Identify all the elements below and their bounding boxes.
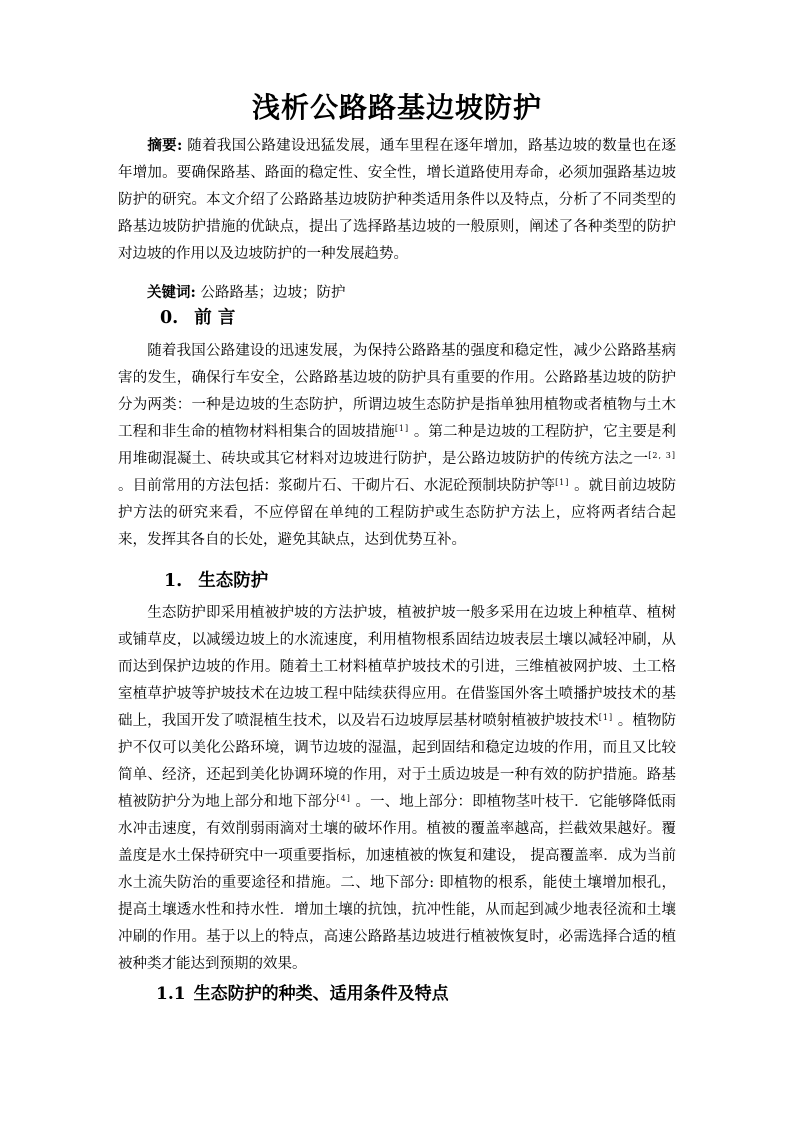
keywords-label: 关键词:: [147, 284, 196, 301]
section-title: 生态防护的种类、适用条件及特点: [193, 984, 449, 1004]
intro-text-4: 。就目前边坡防护方法的研究来看，不应停留在单纯的工程防护或生态防护方法上，应将两者结合起来，发挥其各自的长处，避免其缺点，达到优势互补。: [118, 478, 676, 548]
citation: [1]: [555, 478, 570, 487]
abstract-label: 摘要:: [147, 137, 183, 154]
abstract-text: 随着我国公路建设迅猛发展，通车里程在逐年增加，路基边坡的数量也在逐年增加。要确保路基、路面的稳定性、安全性，增长道路使用寿命，必须加强路基边坡防护的研究。本文介绍了公路路基边坡防护种类适用条件以及特点，分析了不同类型的路基边坡防护措施的优缺点，提出了选择路基边坡的一般原则，阐述了各种类型的防护对边坡的作用以及边坡防护的一种发展趋势。: [118, 138, 677, 262]
section-number: 0.: [160, 308, 179, 328]
intro-text-1: 随着我国公路建设的迅速发展，为保持公路路基的强度和稳定性，减少公路路基病害的发生，确保行车安全，公路路基边坡的防护具有重要的作用。公路路基边坡的防护分为两类：一种是边坡的生态防护，所谓边坡生态防护是指单独用植物或者植物与土木工程和非生命的植物材料相集合的固坡措施: [118, 343, 676, 440]
citation: [4]: [336, 794, 351, 803]
eco-text-1: 生态防护即采用植被护坡的方法护坡，植被护坡一般多采用在边坡上种植草、植树或铺草皮，以减缓边坡上的水流速度，利用植物根系固结边坡表层土壤以减轻冲刷，从而达到保护边坡的作用。随着土工材料植草护坡技术的引进，三维植被网护坡、土工格室植草护坡等护坡技术在边坡工程中陆续获得应用。在借鉴国外客土喷播护坡技术的基础上，我国开发了喷混植生技术，以及岩石边坡厚层基材喷射植被护坡技术: [118, 605, 676, 729]
section-heading-1: [164, 567, 268, 595]
keywords-text: 公路路基；边坡；防护: [195, 285, 346, 301]
section-heading-0: [160, 304, 235, 332]
subsection-heading-1-1: [156, 980, 449, 1008]
section-title: 生态防护: [198, 571, 269, 591]
keywords-paragraph: [118, 279, 676, 307]
citation: [1]: [394, 424, 410, 433]
section-number: 1.: [164, 571, 183, 591]
eco-text-3: 。一、地上部分：即植物茎叶枝干．它能够降低雨水冲击速度，有效削弱雨滴对土壤的破坏作用。植被的覆盖率越高，拦截效果越好。覆盖度是水土保持研究中一项重要指标，加速植被的恢复和建设， 提高覆盖率．成为当前水土流失防治的重要途径和措施。二、地下部分: 即植物的根系，能使土壤增加根孔， 提高土壤透水性和持水性．增加土壤的抗蚀，抗冲性能，从而起到减少地表径流和土壤冲刷的作用。基于以上的特点，高速公路路基边坡进行植被恢复时，必需选择合适的植被种类才能达到预期的效果。: [118, 794, 676, 972]
intro-text-2: 。第二种是边坡的工程防护，它主要是利用堆砌混凝土、砖块或其它材料对边坡进行防护，是公路边坡防护的传统方法之一: [118, 424, 677, 467]
intro-paragraph: [118, 338, 676, 554]
intro-text-3: 。目前常用的方法包括：浆砌片石、干砌片石、水泥砼预制块防护等: [118, 478, 556, 494]
eco-text-2: 。植物防护不仅可以美化公路环境，调节边坡的湿温，起到固结和稳定边坡的作用，而且又比较简单、经济，还起到美化协调环境的作用，对于土质边坡是一种有效的防护措施。路基植被防护分为地上部分和地下部分: [118, 713, 677, 810]
abstract-paragraph: [118, 132, 676, 268]
section-title: 前 言: [194, 308, 236, 328]
paper-title: 浅析公路路基边坡防护: [251, 91, 542, 124]
ecological-paragraph: [118, 600, 676, 978]
citation: [2, 3]: [648, 451, 677, 460]
section-number: 1.1: [156, 984, 186, 1004]
citation: [1]: [598, 713, 614, 722]
